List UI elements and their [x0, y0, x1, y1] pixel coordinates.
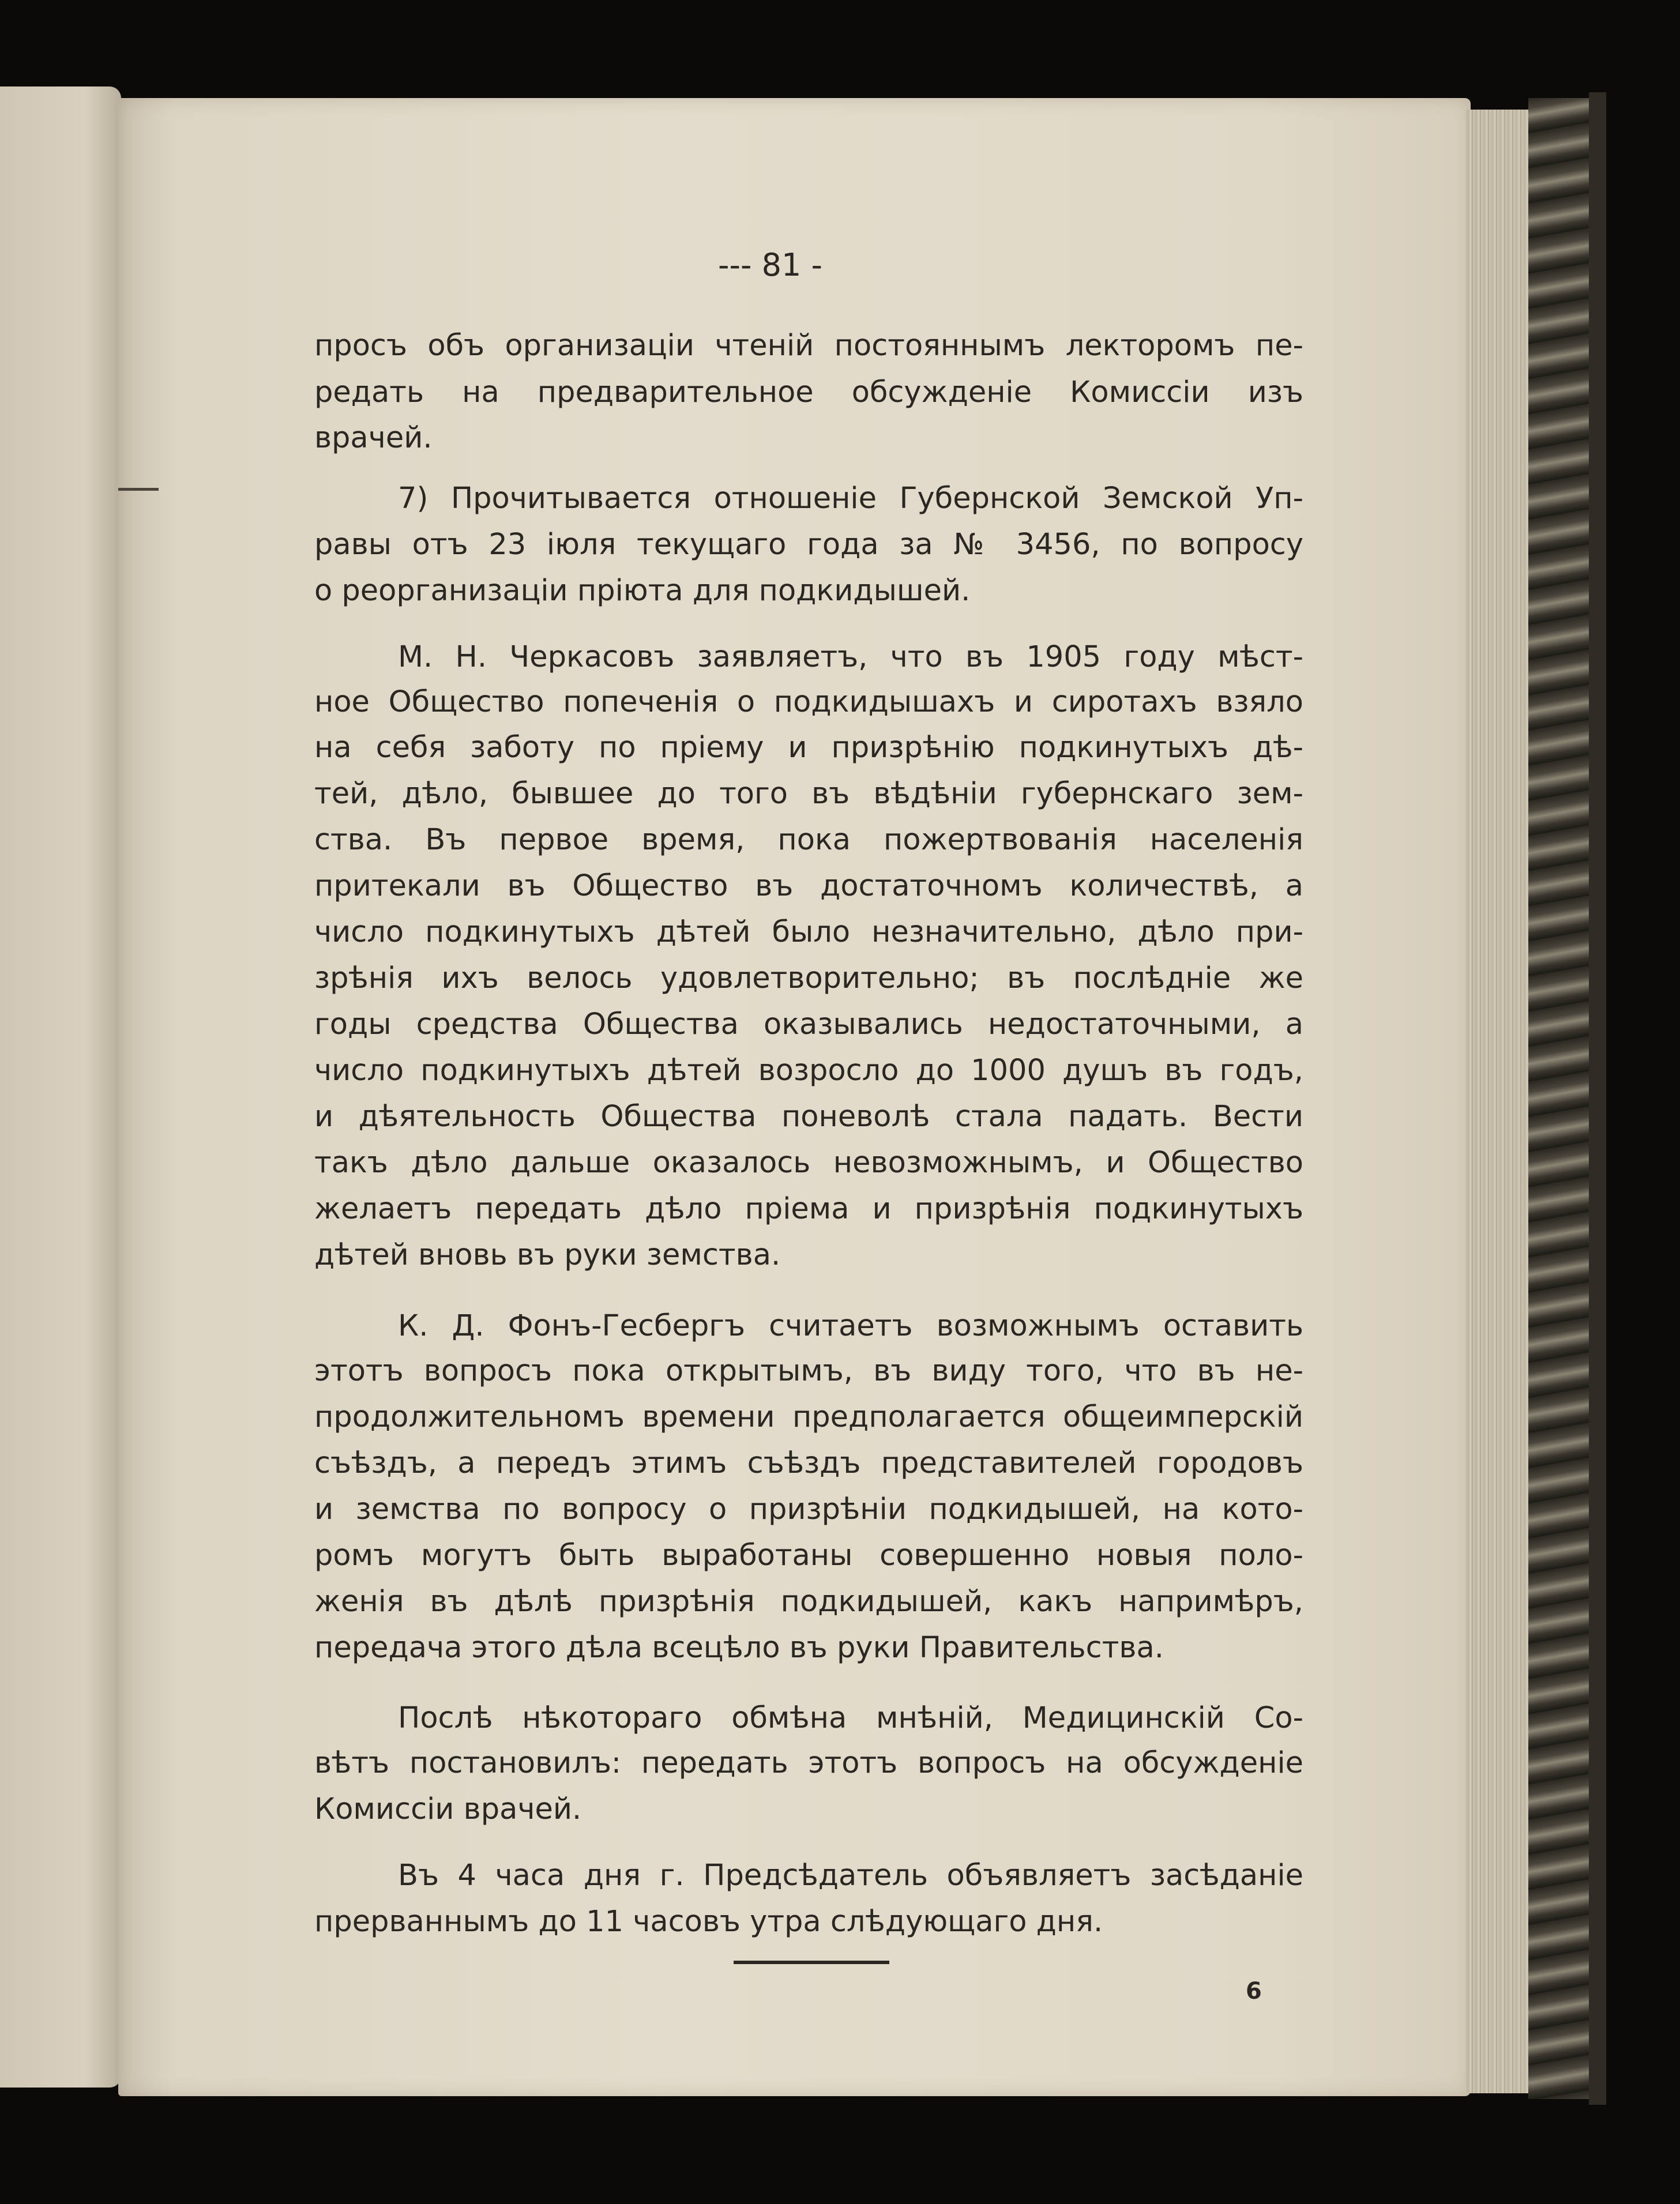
text-line: ное Общество попеченiя о подкидышахъ и сиротахъ взяло: [314, 685, 1303, 719]
text-line: М. Н. Черкасовъ заявляетъ, что въ 1905 году мѣст-: [398, 640, 1303, 674]
text-line: ромъ могутъ быть выработаны совершенно новыя поло-: [314, 1539, 1303, 1573]
text-line: дѣтей вновь въ руки земства.: [314, 1238, 781, 1272]
text-line: число подкинутыхъ дѣтей возросло до 1000 душъ въ годъ,: [314, 1054, 1303, 1088]
text-line: число подкинутыхъ дѣтей было незначительно, дѣло при-: [314, 915, 1303, 949]
text-line: ства. Въ первое время, пока пожертвованiя населенiя: [314, 823, 1303, 857]
text-line: 7) Прочитывается отношенiе Губернской Земской Уп-: [398, 482, 1303, 516]
text-line: годы средства Общества оказывались недостаточными, а: [314, 1007, 1303, 1041]
text-line: Комиссiи врачей.: [314, 1792, 582, 1826]
text-line: съѣздъ, а передъ этимъ съѣздъ представителей городовъ: [314, 1446, 1303, 1480]
text-line: женiя въ дѣлѣ призрѣнiя подкидышей, какъ напримѣръ,: [314, 1585, 1303, 1619]
signature-mark: 6: [1246, 1978, 1262, 2004]
margin-mark: [118, 488, 159, 491]
text-line: желаетъ передать дѣло прiема и призрѣнiя подкинутыхъ: [314, 1192, 1303, 1226]
text-line: зрѣнiя ихъ велось удовлетворительно; въ послѣднiе же: [314, 961, 1303, 995]
text-line: притекали въ Общество въ достаточномъ количествѣ, а: [314, 869, 1303, 903]
previous-page-edge: [0, 86, 121, 2088]
text-line: продолжительномъ времени предполагается общеимперскiй: [314, 1400, 1303, 1434]
text-line: и земства по вопросу о призрѣнiи подкидышей, на кото-: [314, 1492, 1303, 1526]
text-line: передача этого дѣла всецѣло въ руки Правительства.: [314, 1631, 1164, 1665]
text-line: редать на предварительное обсужденiе Комиссiи изъ: [314, 375, 1303, 409]
text-line: тей, дѣло, бывшее до того въ вѣдѣнiи губернскаго зем-: [314, 777, 1303, 811]
text-line: К. Д. Фонъ-Гесбергъ считаетъ возможнымъ оставить: [398, 1309, 1303, 1343]
text-line: такъ дѣло дальше оказалось невозможнымъ, и Общество: [314, 1146, 1303, 1180]
text-line: врачей.: [314, 421, 433, 455]
page-stack-edges: [1465, 110, 1534, 2093]
page-number: --- 81 -: [718, 247, 822, 283]
text-line: на себя заботу по прiему и призрѣнiю подкинутыхъ дѣ-: [314, 731, 1303, 765]
text-line: о реорганизацiи прiюта для подкидышей.: [314, 574, 971, 608]
cover-edge: [1589, 92, 1606, 2105]
text-line: просъ объ организацiи чтенiй постояннымъ лекторомъ пе-: [314, 329, 1303, 363]
text-line: равы отъ 23 iюля текущаго года за № 3456, по вопросу: [314, 528, 1303, 562]
text-line: Послѣ нѣкотораго обмѣна мнѣнiй, Медицинскiй Со-: [398, 1701, 1303, 1735]
closing-rule: [734, 1961, 889, 1964]
marbled-cover: [1528, 98, 1592, 2099]
text-line: этотъ вопросъ пока открытымъ, въ виду того, что въ не-: [314, 1354, 1303, 1388]
text-line: вѣтъ постановилъ: передать этотъ вопросъ на обсужденiе: [314, 1746, 1303, 1780]
text-line: и дѣятельность Общества поневолѣ стала падать. Вести: [314, 1100, 1303, 1134]
text-line: Въ 4 часа дня г. Предсѣдатель объявляетъ засѣданiе: [398, 1859, 1303, 1893]
text-line: прерваннымъ до 11 часовъ утра слѣдующаго дня.: [314, 1905, 1103, 1939]
